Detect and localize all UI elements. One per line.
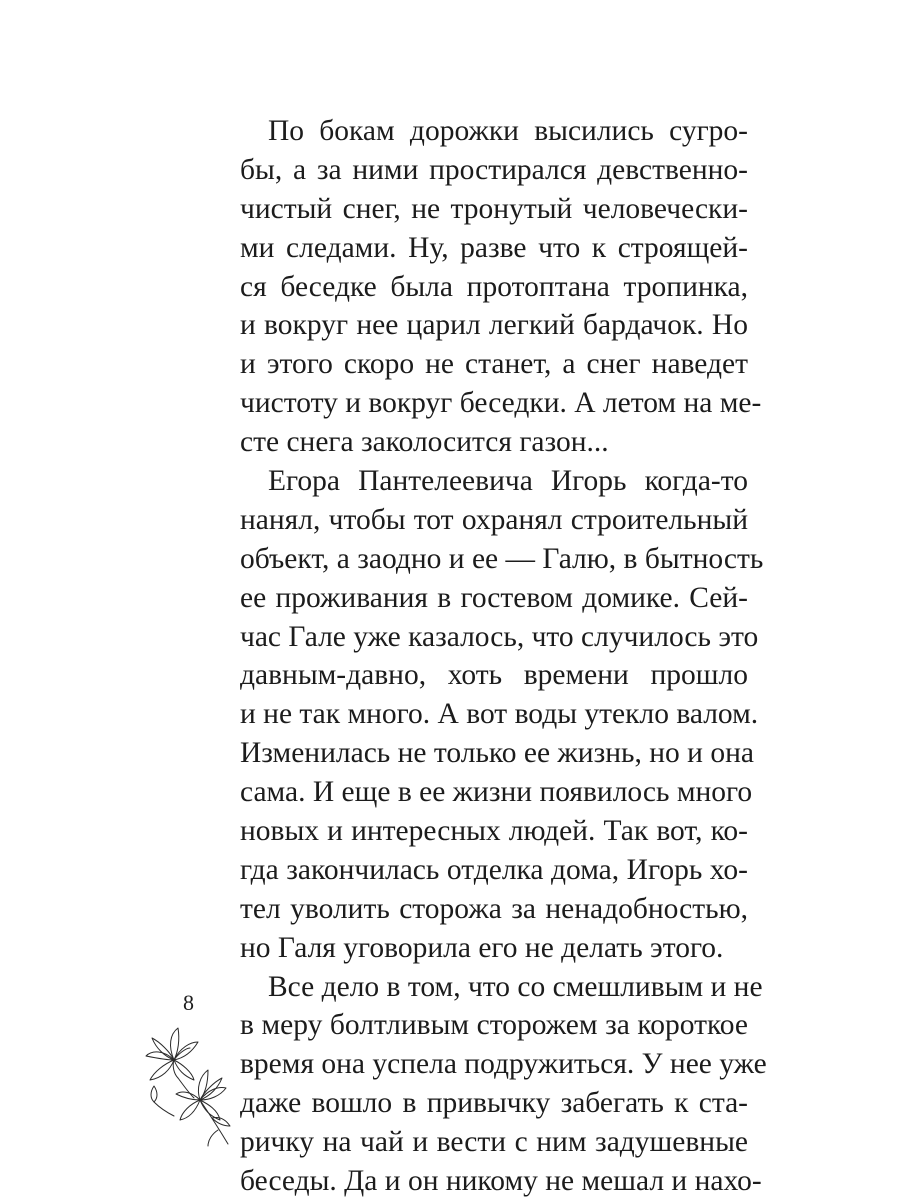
text-line: бы, а за ними простирался девственно- (240, 153, 748, 186)
text-line: и не так много. А вот воды утекло валом. (240, 698, 759, 731)
text-line: но Галя уговорила его не делать этого. (240, 931, 724, 964)
text-line: и вокруг нее царил легкий бардачок. Но (240, 309, 748, 342)
text-line: объект, а заодно и ее — Галю, в бытность (240, 542, 764, 575)
text-line: давным-давно, хоть времени прошло (240, 659, 748, 692)
text-line: Егора Пантелеевича Игорь когда-то (268, 465, 748, 498)
text-line: чистоту и вокруг беседки. А летом на ме- (240, 387, 762, 420)
text-line: нанял, чтобы тот охранял строительный (240, 503, 748, 536)
text-line: сама. И еще в ее жизни появилось много (240, 776, 753, 809)
text-line: ми следами. Ну, разве что к строящей- (240, 231, 748, 264)
text-line: чистый снег, не тронутый человечески- (240, 192, 748, 225)
text-line: в меру болтливым сторожем за короткое (240, 1009, 748, 1042)
text-line: Изменилась не только ее жизнь, но и она (240, 737, 754, 770)
text-line: и этого скоро не станет, а снег наведет (240, 348, 748, 381)
text-line: час Гале уже казалось, что случилось это (240, 620, 759, 653)
text-line: Все дело в том, что со смешливым и не (268, 970, 763, 1003)
text-line: сте снега заколосится газон... (240, 426, 609, 459)
text-line: тел уволить сторожа за ненадобностью, (240, 892, 748, 925)
body-text (240, 112, 767, 1201)
text-line: беседы. Да и он никому не мешал и нахо- (240, 1165, 762, 1198)
text-line: гда закончилась отделка дома, Игорь хо- (240, 853, 748, 886)
text-line: новых и интересных людей. Так вот, ко- (240, 815, 748, 848)
text-line: даже вошло в привычку забегать к ста- (240, 1087, 748, 1120)
lotus-flower-ornament-icon (134, 1020, 246, 1150)
text-line: ся беседке была протоптана тропинка, (240, 270, 748, 303)
text-line: ричку на чай и вести с ним задушевные (240, 1126, 748, 1159)
page-number: 8 (183, 990, 194, 1015)
text-line: ее проживания в гостевом домике. Сей- (240, 581, 748, 614)
text-line: время она успела подружиться. У нее уже (240, 1048, 767, 1081)
text-line: По бокам дорожки высились сугро- (268, 115, 748, 147)
